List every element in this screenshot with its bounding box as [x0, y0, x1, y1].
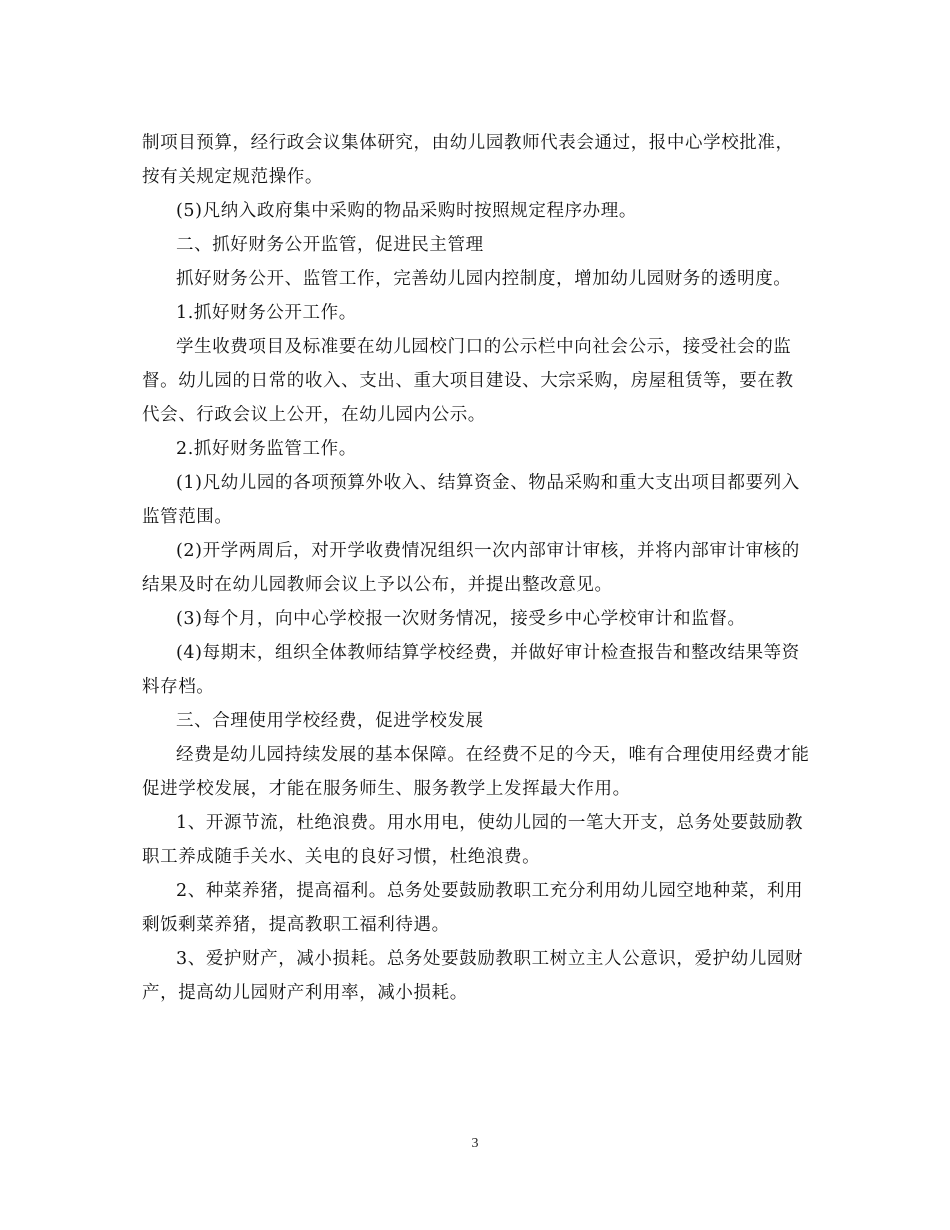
- section-heading: 三、合理使用学校经费，促进学校发展: [176, 711, 484, 731]
- subsection-heading: 2.抓好财务监管工作。: [176, 439, 357, 459]
- paragraph: (1)凡幼儿园的各项预算外收入、结算资金、物品采购和重大支出项目都要列入监管范围。: [142, 473, 800, 527]
- paragraph: (5)凡纳入政府集中采购的物品采购时按照规定程序办理。: [176, 201, 637, 221]
- paragraph: 2、种菜养猪，提高福利。总务处要鼓励教职工充分利用幼儿园空地种菜，利用剩饭剩菜养猪，提高教职工福利待遇。: [142, 881, 804, 935]
- paragraph: (4)每期末，组织全体教师结算学校经费，并做好审计检查报告和整改结果等资料存档。: [142, 643, 800, 697]
- paragraph: (2)开学两周后，对开学收费情况组织一次内部审计审核，并将内部审计审核的结果及时在幼儿园教师会议上予以公布，并提出整改意见。: [142, 541, 800, 595]
- document-body: [142, 126, 810, 1010]
- subsection-heading: 1.抓好财务公开工作。: [176, 303, 357, 323]
- paragraph: (3)每个月，向中心学校报一次财务情况，接受乡中心学校审计和监督。: [176, 609, 746, 629]
- page-number: 3: [471, 1136, 479, 1151]
- section-heading: 二、抓好财务公开监管，促进民主管理: [176, 235, 484, 255]
- paragraph: 抓好财务公开、监管工作，完善幼儿园内控制度，增加幼儿园财务的透明度。: [176, 269, 792, 289]
- paragraph: 1、开源节流，杜绝浪费。用水用电，使幼儿园的一笔大开支，总务处要鼓励教职工养成随手关水、关电的良好习惯，杜绝浪费。: [142, 813, 804, 867]
- paragraph: 经费是幼儿园持续发展的基本保障。在经费不足的今天，唯有合理使用经费才能促进学校发展，才能在服务师生、服务教学上发挥最大作用。: [142, 745, 810, 799]
- paragraph: 3、爱护财产，减小损耗。总务处要鼓励教职工树立主人公意识，爱护幼儿园财产，提高幼儿园财产利用率，减小损耗。: [142, 949, 804, 1003]
- paragraph: 学生收费项目及标准要在幼儿园校门口的公示栏中向社会公示，接受社会的监督。幼儿园的日常的收入、支出、重大项目建设、大宗采购，房屋租赁等，要在教代会、行政会议上公开，在幼儿园内公示。: [142, 337, 794, 425]
- paragraph: 制项目预算，经行政会议集体研究，由幼儿园教师代表会通过，报中心学校批准，按有关规定规范操作。: [142, 133, 794, 187]
